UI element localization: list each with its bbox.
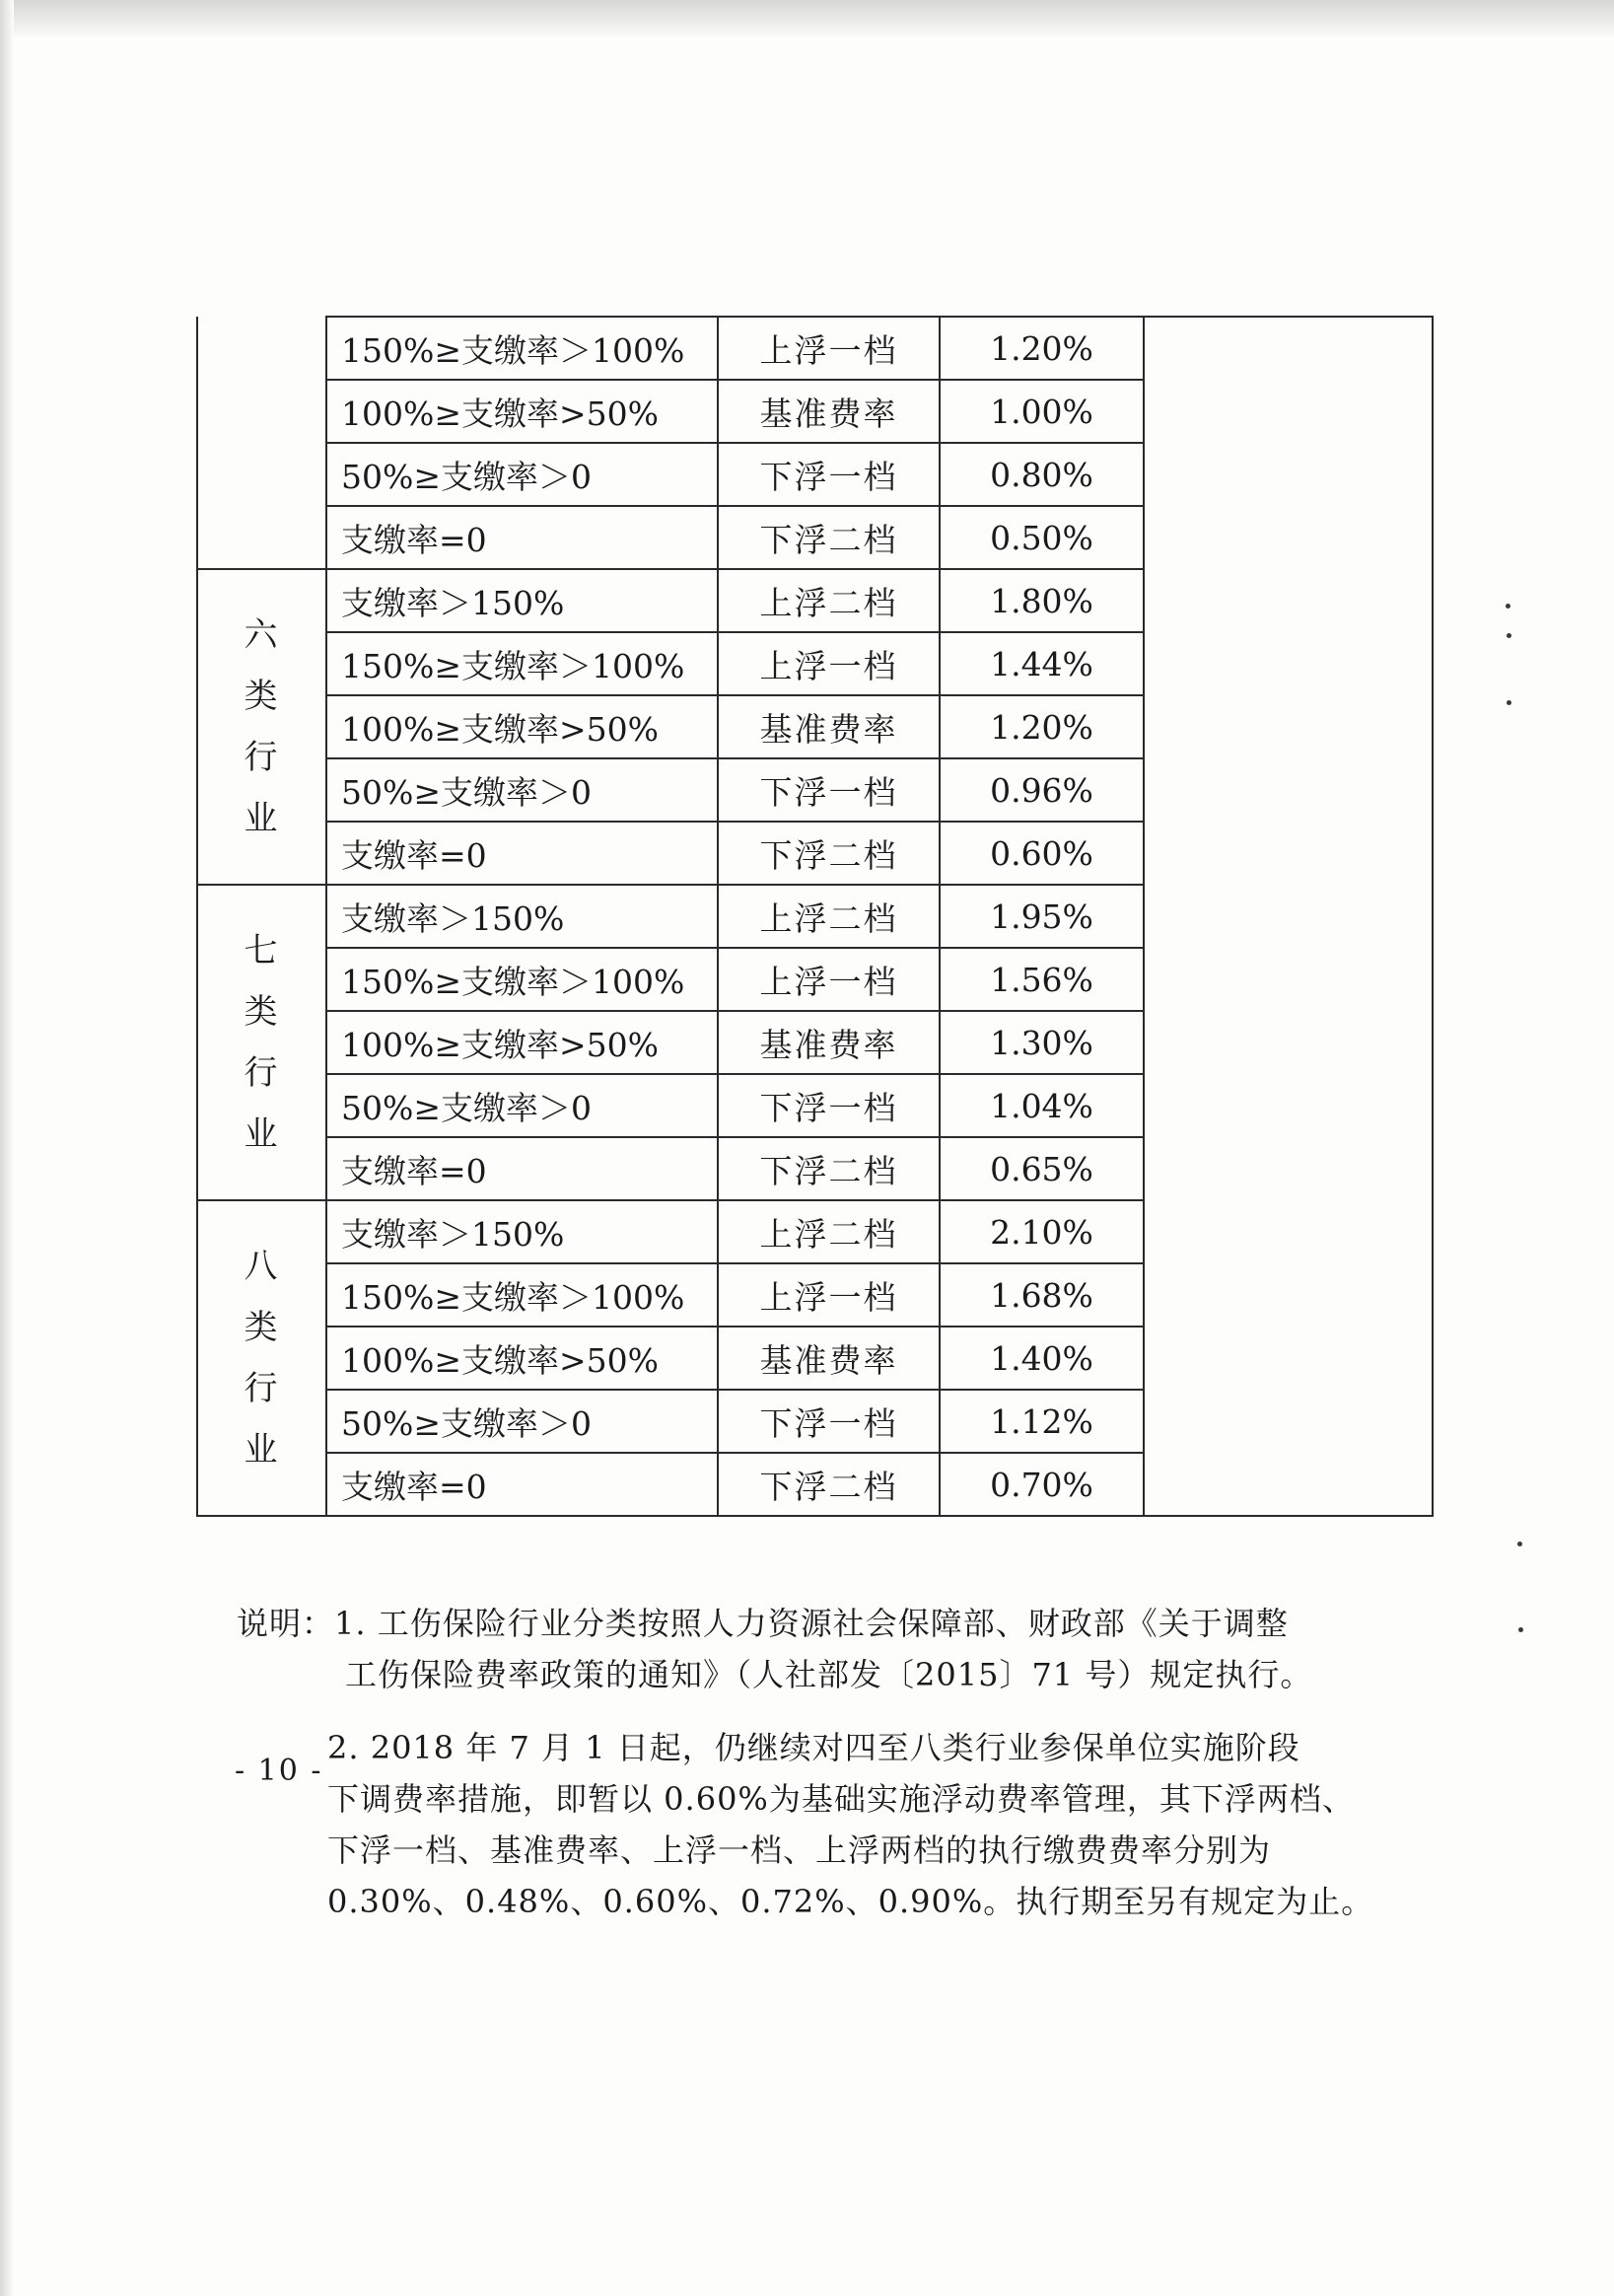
premium-rate: 1.30% (940, 1011, 1144, 1074)
payment-ratio-condition: 支缴率=0 (326, 1453, 718, 1516)
rate-tier: 上浮一档 (718, 948, 940, 1011)
payment-ratio-condition: 100%≥支缴率>50% (326, 380, 718, 443)
payment-ratio-condition: 100%≥支缴率>50% (326, 1011, 718, 1074)
note-2-line: 下调费率措施，即暂以 0.60%为基础实施浮动费率管理，其下浮两档、 (327, 1780, 1355, 1818)
premium-rate: 0.50% (940, 506, 1144, 569)
rate-tier: 下浮二档 (718, 822, 940, 885)
payment-ratio-condition: 50%≥支缴率＞0 (326, 443, 718, 506)
payment-ratio-condition: 支缴率＞150% (326, 885, 718, 948)
rate-tier: 下浮二档 (718, 1137, 940, 1200)
rate-tier: 基准费率 (718, 380, 940, 443)
premium-rate: 1.44% (940, 632, 1144, 695)
scan-shadow-top (0, 0, 1614, 39)
payment-ratio-condition: 支缴率＞150% (326, 569, 718, 632)
table-row (197, 317, 1433, 380)
premium-rate: 0.60% (940, 822, 1144, 885)
rate-tier: 基准费率 (718, 695, 940, 758)
rate-tier: 下浮一档 (718, 1074, 940, 1137)
payment-ratio-condition: 150%≥支缴率＞100% (326, 1263, 718, 1327)
premium-rate: 1.40% (940, 1327, 1144, 1390)
payment-ratio-condition: 100%≥支缴率>50% (326, 695, 718, 758)
rate-tier: 上浮二档 (718, 569, 940, 632)
premium-rate: 1.80% (940, 569, 1144, 632)
rate-tier: 上浮二档 (718, 1200, 940, 1263)
payment-ratio-condition: 150%≥支缴率＞100% (326, 317, 718, 380)
payment-ratio-condition: 支缴率＞150% (326, 1200, 718, 1263)
rate-tier: 下浮二档 (718, 506, 940, 569)
premium-rate: 2.10% (940, 1200, 1144, 1263)
note-2-line: 下浮一档、基准费率、上浮一档、上浮两档的执行缴费费率分别为 (327, 1831, 1272, 1869)
payment-ratio-condition: 150%≥支缴率＞100% (326, 948, 718, 1011)
rate-tier: 上浮一档 (718, 1263, 940, 1327)
payment-ratio-condition: 支缴率=0 (326, 822, 718, 885)
rate-tier: 下浮一档 (718, 443, 940, 506)
premium-rate: 1.20% (940, 695, 1144, 758)
industry-category-cell (197, 1200, 326, 1516)
premium-rate: 1.04% (940, 1074, 1144, 1137)
payment-ratio-condition: 50%≥支缴率＞0 (326, 758, 718, 822)
rate-tier: 上浮二档 (718, 885, 940, 948)
rate-table-body (197, 317, 1433, 1516)
premium-rate: 1.56% (940, 948, 1144, 1011)
payment-ratio-condition: 支缴率=0 (326, 1137, 718, 1200)
scan-shadow-left (0, 0, 14, 2296)
note-1-line-2: 工伤保险费率政策的通知》（人社部发〔2015〕71 号）规定执行。 (345, 1656, 1313, 1693)
page-number: - 10 - (235, 1754, 323, 1788)
rate-tier: 基准费率 (718, 1327, 940, 1390)
premium-rate: 0.80% (940, 443, 1144, 506)
payment-ratio-condition: 50%≥支缴率＞0 (326, 1074, 718, 1137)
notes-section (237, 1598, 1400, 1927)
payment-ratio-condition: 100%≥支缴率>50% (326, 1327, 718, 1390)
scan-speck (1507, 633, 1511, 638)
premium-rate: 1.00% (940, 380, 1144, 443)
payment-ratio-condition: 150%≥支缴率＞100% (326, 632, 718, 695)
rate-table (196, 316, 1434, 1517)
scan-speck (1506, 604, 1510, 609)
rate-tier: 上浮一档 (718, 632, 940, 695)
premium-rate: 0.65% (940, 1137, 1144, 1200)
premium-rate: 0.96% (940, 758, 1144, 822)
rate-tier: 下浮二档 (718, 1453, 940, 1516)
industry-category-label: 七类行业 (244, 931, 280, 1154)
premium-rate: 1.20% (940, 317, 1144, 380)
industry-category-cell (197, 885, 326, 1200)
industry-category-label: 八类行业 (244, 1247, 280, 1470)
scan-speck (1517, 1542, 1522, 1546)
rate-tier: 基准费率 (718, 1011, 940, 1074)
premium-rate: 0.70% (940, 1453, 1144, 1516)
rate-tier: 下浮一档 (718, 758, 940, 822)
rate-tier: 下浮一档 (718, 1390, 940, 1453)
note-1-line-1: 说明：1. 工伤保险行业分类按照人力资源社会保障部、财政部《关于调整 (237, 1605, 1289, 1642)
remarks-column (1144, 317, 1433, 1516)
premium-rate: 1.68% (940, 1263, 1144, 1327)
payment-ratio-condition: 支缴率=0 (326, 506, 718, 569)
premium-rate: 1.95% (940, 885, 1144, 948)
scan-speck (1518, 1627, 1523, 1632)
rate-tier: 上浮一档 (718, 317, 940, 380)
note-2 (237, 1722, 1400, 1927)
industry-category-cell (197, 317, 326, 569)
scan-speck (1507, 700, 1511, 705)
industry-category-label: 六类行业 (244, 615, 280, 838)
premium-rate: 1.12% (940, 1390, 1144, 1453)
note-2-line: 2. 2018 年 7 月 1 日起，仍继续对四至八类行业参保单位实施阶段 (327, 1729, 1300, 1766)
note-2-line: 0.30%、0.48%、0.60%、0.72%、0.90%。执行期至另有规定为止。 (327, 1883, 1374, 1920)
payment-ratio-condition: 50%≥支缴率＞0 (326, 1390, 718, 1453)
industry-category-cell (197, 569, 326, 885)
